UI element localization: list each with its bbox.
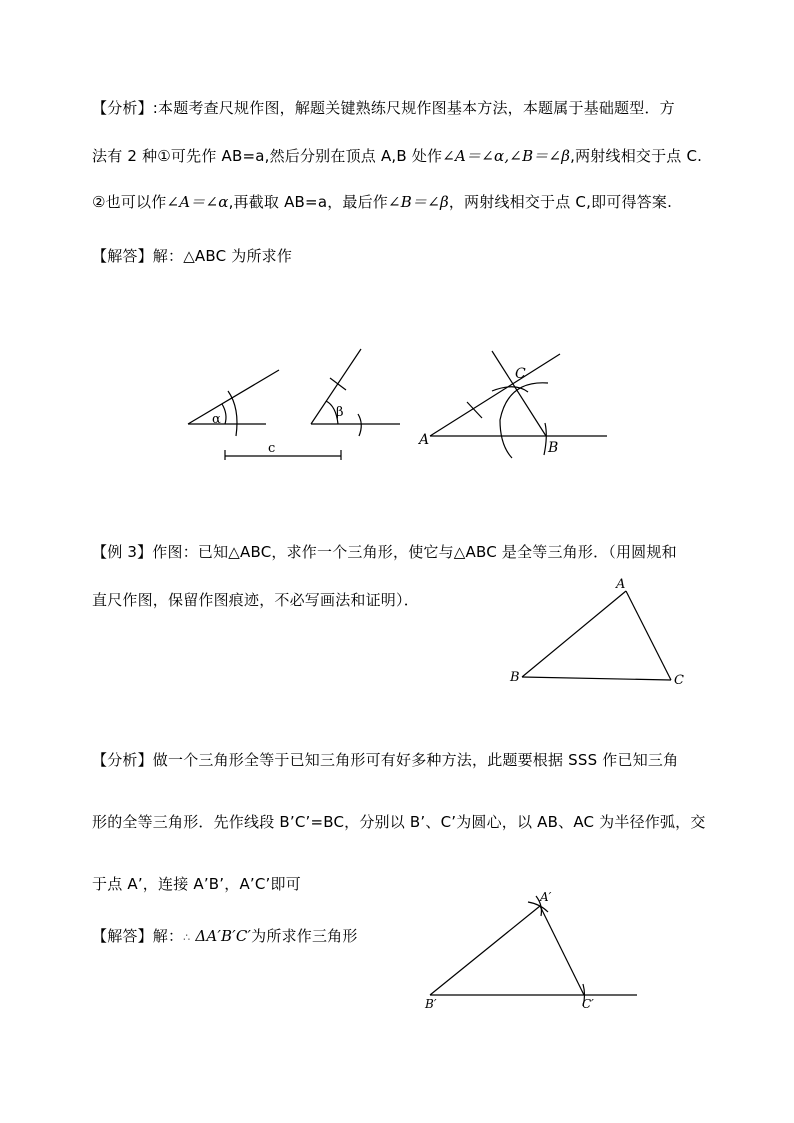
analysis1-line3-math1: ∠A＝∠α — [166, 193, 229, 211]
answer2-math: ΔA′B′C′ — [195, 927, 252, 945]
analysis2-line1: 【分析】做一个三角形全等于已知三角形可有好多种方法，此题要根据 SSS 作已知三角 — [92, 751, 679, 769]
analysis1-line1: 【分析】:本题考查尺规作图，解题关键熟练尺规作图基本方法，本题属于基础题型．方 — [92, 99, 675, 117]
label-beta: β — [336, 405, 344, 420]
example3-line2: 直尺作图，保留作图痕迹，不必写画法和证明）． — [92, 591, 419, 609]
analysis1-line3-text-c: ，两射线相交于点 C,即可得答案. — [448, 193, 673, 211]
analysis2-line2: 形的全等三角形．先作线段 B’C’=BC，分别以 B’、C’为圆心，以 AB、AC 为半径作弧，交 — [92, 813, 706, 831]
triangle-label-C: C — [674, 673, 684, 688]
triangle-label-A: A — [616, 577, 626, 592]
triangle-label-C-prime: C′ — [582, 997, 594, 1011]
therefore-symbol: ∴ — [183, 931, 191, 944]
triangle-label-A-prime: A′ — [540, 890, 552, 904]
analysis1-line2-math: ∠A＝∠α,∠B＝∠β — [442, 147, 571, 165]
side-A-prime-C-prime — [540, 906, 584, 995]
analysis1-line2-text-a: 法有 2 种①可先作 AB=a,然后分别在顶点 A,B 处作 — [92, 147, 443, 165]
label-c: c — [268, 441, 276, 456]
answer2-prefix: 【解答】解： — [92, 927, 184, 945]
answer2-suffix: 为所求作三角形 — [251, 927, 358, 945]
analysis1-line2-text-b: ,两射线相交于点 C. — [570, 147, 703, 165]
analysis1-line3-text-b: ,再截取 AB=a，最后作 — [228, 193, 389, 211]
label-alpha: α — [212, 412, 221, 427]
triangle-label-B-prime: B′ — [425, 997, 437, 1011]
analysis1-line3-text-a: ②也可以作 — [92, 193, 167, 211]
answer1-text: 【解答】解：△ABC 为所求作 — [92, 247, 293, 265]
analysis2-line3: 于点 A’，连接 A’B’，A’C’即可 — [92, 875, 301, 893]
analysis1-line3-math2: ∠B＝∠β — [388, 193, 449, 211]
example3-line1: 【例 3】作图：已知△ABC，求作一个三角形，使它与△ABC 是全等三角形．（用圆规和 — [92, 543, 677, 561]
triangle-label-B: B — [510, 670, 520, 685]
label-A: A — [419, 432, 430, 448]
side-B-prime-A-prime — [430, 906, 540, 995]
label-C: C — [515, 366, 526, 382]
label-B: B — [548, 440, 559, 456]
